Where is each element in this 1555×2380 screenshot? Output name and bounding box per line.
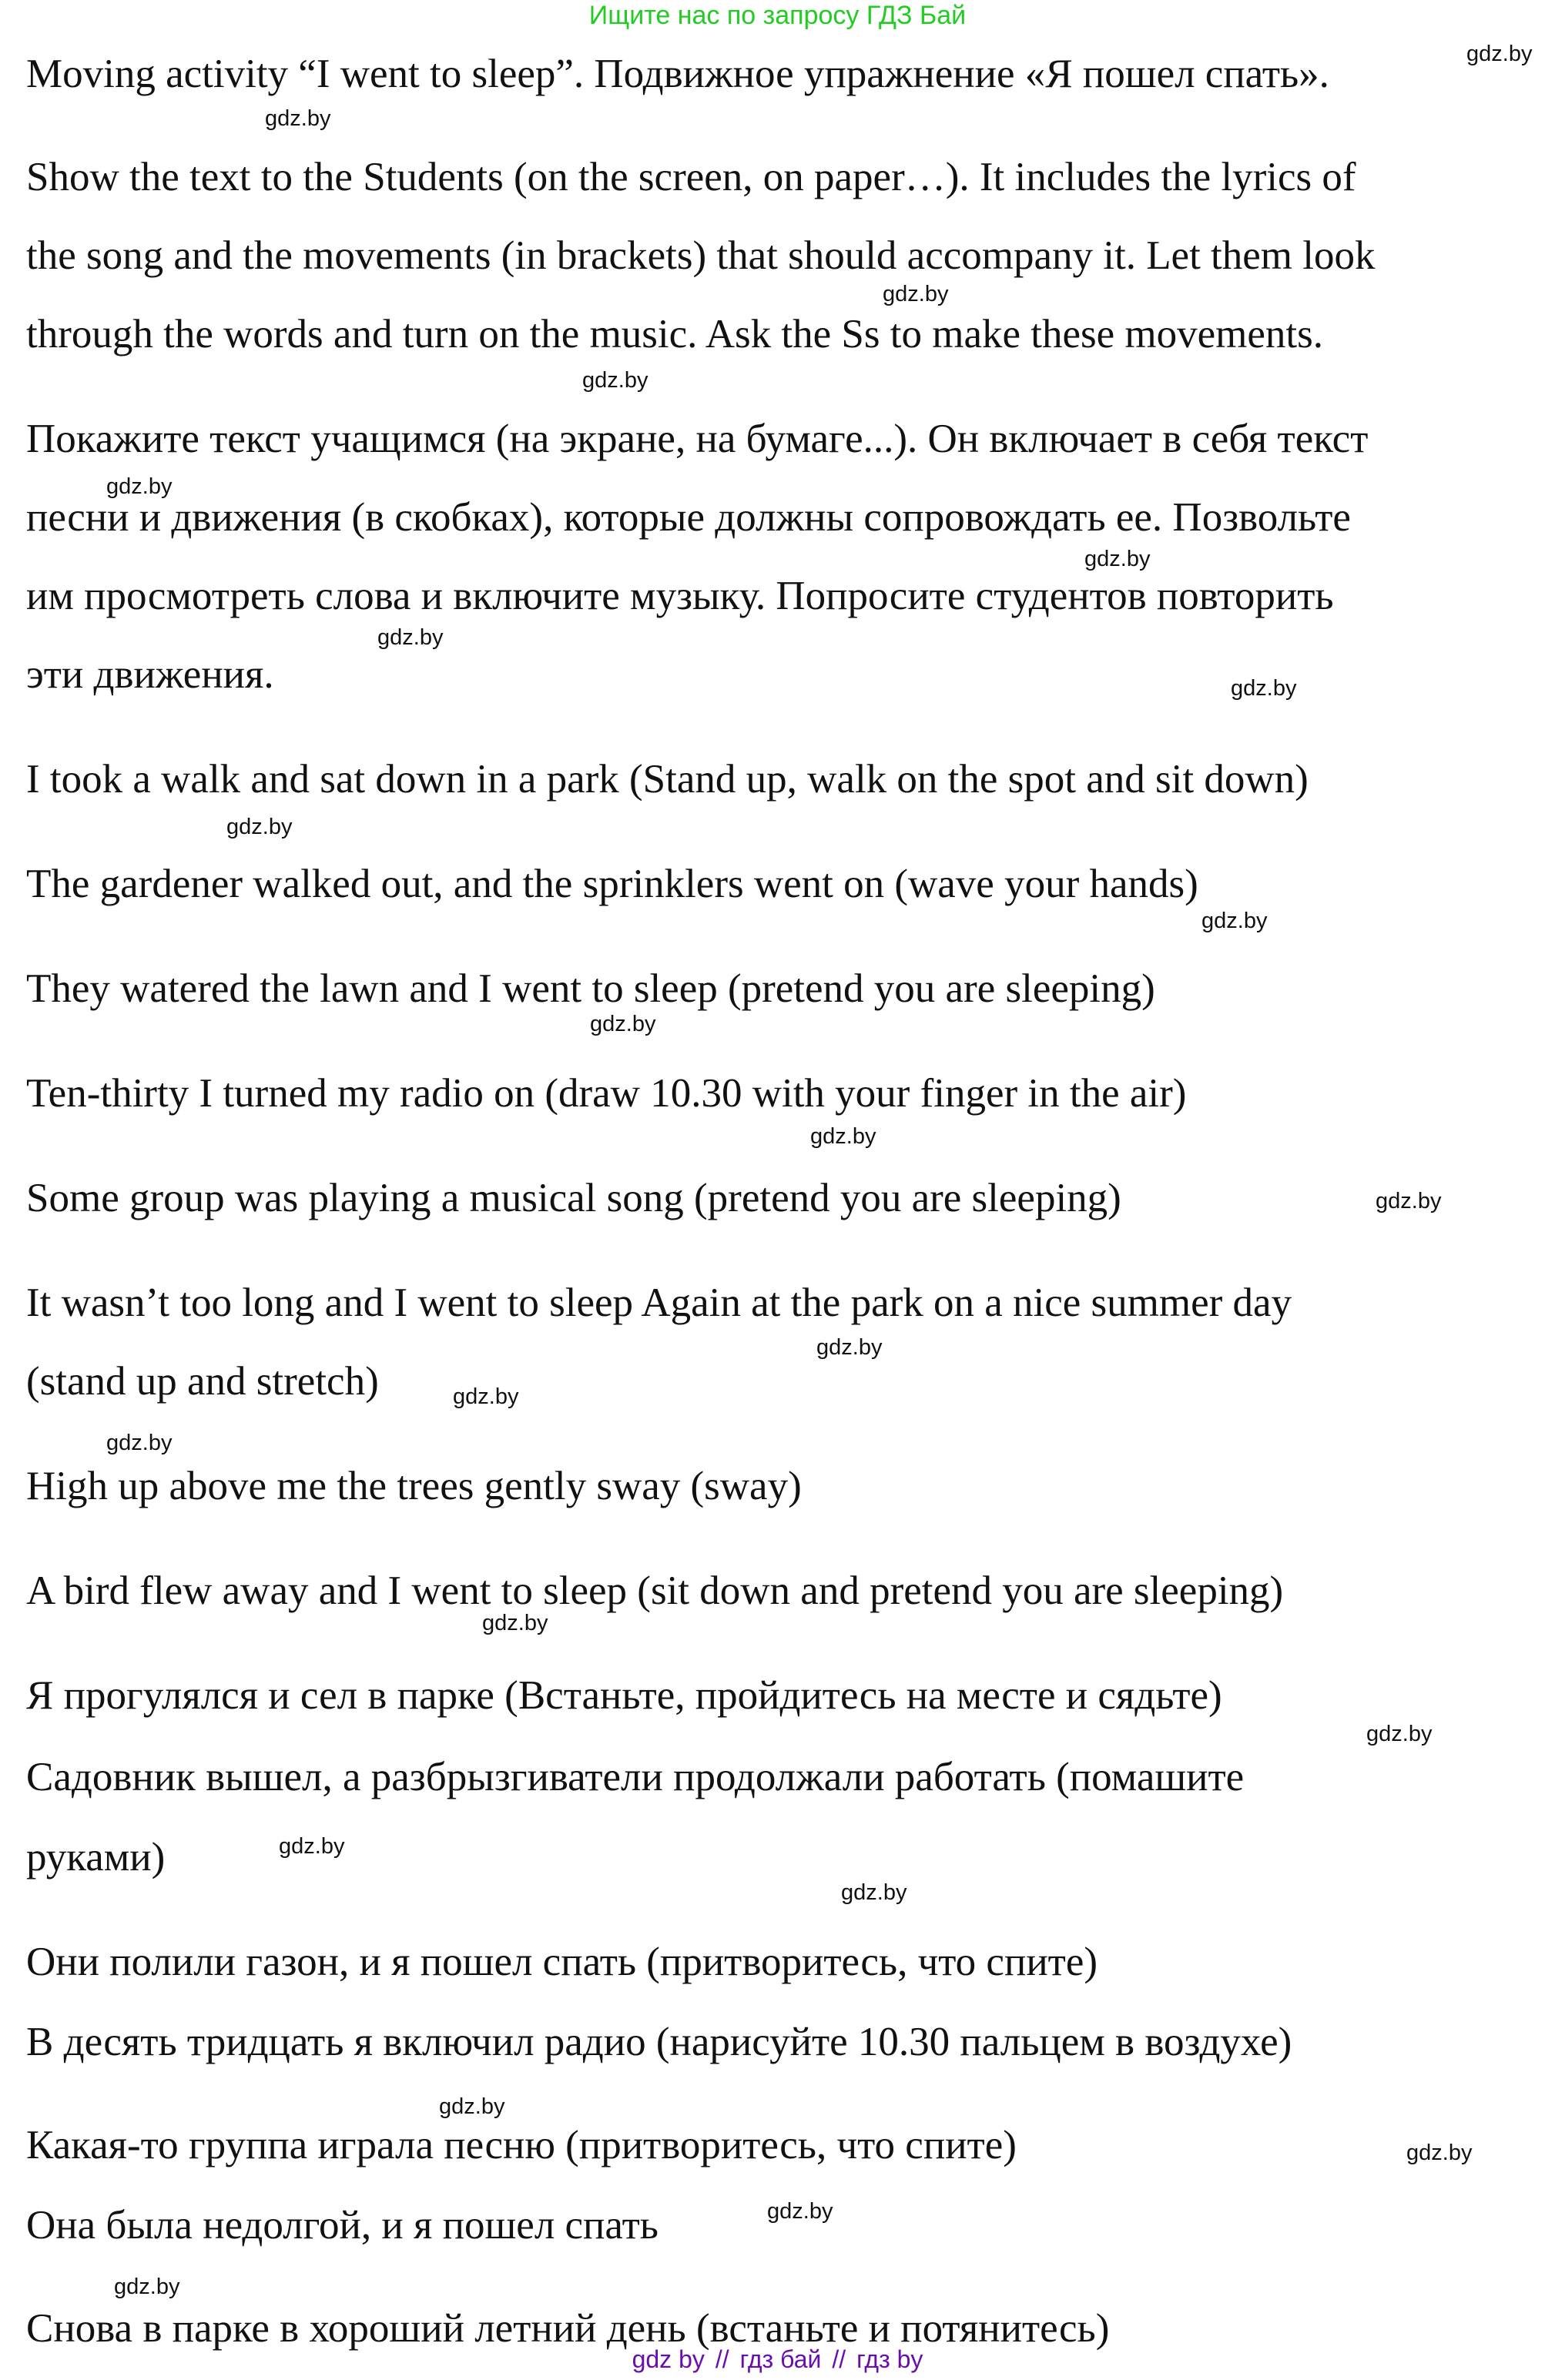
watermark: gdz.by <box>114 2275 180 2299</box>
watermark: gdz.by <box>1366 1722 1433 1746</box>
lyric-ru-line: Она была недолгой, и я пошел спать <box>26 2203 659 2248</box>
watermark: gdz.by <box>1406 2141 1473 2165</box>
watermark: gdz.by <box>767 2199 833 2224</box>
instruction-ru-line: песни и движения (в скобках), которые должны сопровождать ее. Позвольте <box>26 495 1351 540</box>
watermark: gdz.by <box>816 1335 883 1360</box>
watermark: gdz.by <box>226 815 293 839</box>
footer-separator: // <box>715 2345 729 2373</box>
watermark: gdz.by <box>106 1431 173 1455</box>
lyric-en-line: Ten-thirty I turned my radio on (draw 10.30 with your finger in the air) <box>26 1071 1187 1116</box>
watermark: gdz.by <box>1201 909 1268 933</box>
activity-title: Moving activity “I went to sleep”. Подвижное упражнение «Я пошел спать». <box>26 52 1329 96</box>
instruction-ru-line: эти движения. <box>26 652 274 697</box>
lyric-ru-line: руками) <box>26 1835 166 1880</box>
footer-link[interactable]: гдз бай <box>739 2345 822 2373</box>
lyric-ru-line: Снова в парке в хороший летний день (встаньте и потянитесь) <box>26 2306 1110 2351</box>
instruction-ru-line: им просмотреть слова и включите музыку. Попросите студентов повторить <box>26 574 1334 618</box>
search-banner[interactable]: Ищите нас по запросу ГДЗ Бай <box>588 1 967 30</box>
watermark: gdz.by <box>377 625 444 650</box>
lyric-ru-line: Они полили газон, и я пошел спать (притворитесь, что спите) <box>26 1940 1098 1984</box>
watermark: gdz.by <box>810 1124 876 1149</box>
watermark: gdz.by <box>841 1880 907 1905</box>
lyric-en-line: They watered the lawn and I went to sleep (pretend you are sleeping) <box>26 966 1155 1011</box>
watermark: gdz.by <box>106 474 173 499</box>
footer-separator: // <box>832 2345 846 2373</box>
watermark: gdz.by <box>279 1834 345 1859</box>
watermark: gdz.by <box>1376 1189 1442 1213</box>
instruction-ru-line: Покажите текст учащимся (на экране, на бумаге...). Он включает в себя текст <box>26 417 1369 461</box>
watermark: gdz.by <box>453 1384 519 1409</box>
watermark: gdz.by <box>1084 547 1151 571</box>
watermark: gdz.by <box>883 282 949 306</box>
lyric-en-line: Some group was playing a musical song (pretend you are sleeping) <box>26 1176 1121 1220</box>
lyric-en-line: I took a walk and sat down in a park (Stand up, walk on the spot and sit down) <box>26 757 1309 802</box>
lyric-ru-line: Какая-то группа играла песню (притворитесь, что спите) <box>26 2123 1017 2167</box>
watermark: gdz.by <box>1231 676 1297 701</box>
watermark: gdz.by <box>582 368 648 393</box>
lyric-ru-line: В десять тридцать я включил радио (нарисуйте 10.30 пальцем в воздухе) <box>26 2020 1292 2064</box>
instruction-en-line: the song and the movements (in brackets) that should accompany it. Let them look <box>26 233 1376 278</box>
watermark: gdz.by <box>482 1611 548 1635</box>
instruction-en-line: Show the text to the Students (on the screen, on paper…). It includes the lyrics of <box>26 155 1356 199</box>
watermark: gdz.by <box>1466 42 1533 66</box>
lyric-en-line: High up above me the trees gently sway (sway) <box>26 1464 802 1508</box>
lyric-ru-line: Я прогулялся и сел в парке (Встаньте, пройдитесь на месте и сядьте) <box>26 1673 1222 1718</box>
watermark: gdz.by <box>590 1012 656 1036</box>
instruction-en-line: through the words and turn on the music. Ask the Ss to make these movements. <box>26 312 1323 356</box>
footer-link[interactable]: гдз by <box>856 2345 923 2373</box>
footer-link[interactable]: gdz by <box>632 2345 705 2373</box>
watermark: gdz.by <box>265 106 331 131</box>
lyric-ru-line: Садовник вышел, а разбрызгиватели продолжали работать (помашите <box>26 1755 1245 1799</box>
lyric-en-line: The gardener walked out, and the sprinklers went on (wave your hands) <box>26 862 1198 906</box>
watermark: gdz.by <box>439 2094 505 2119</box>
footer-links <box>0 2344 1555 2375</box>
lyric-en-line: It wasn’t too long and I went to sleep Again at the park on a nice summer day <box>26 1280 1292 1325</box>
lyric-en-line: A bird flew away and I went to sleep (sit down and pretend you are sleeping) <box>26 1568 1284 1613</box>
lyric-en-line: (stand up and stretch) <box>26 1359 379 1404</box>
